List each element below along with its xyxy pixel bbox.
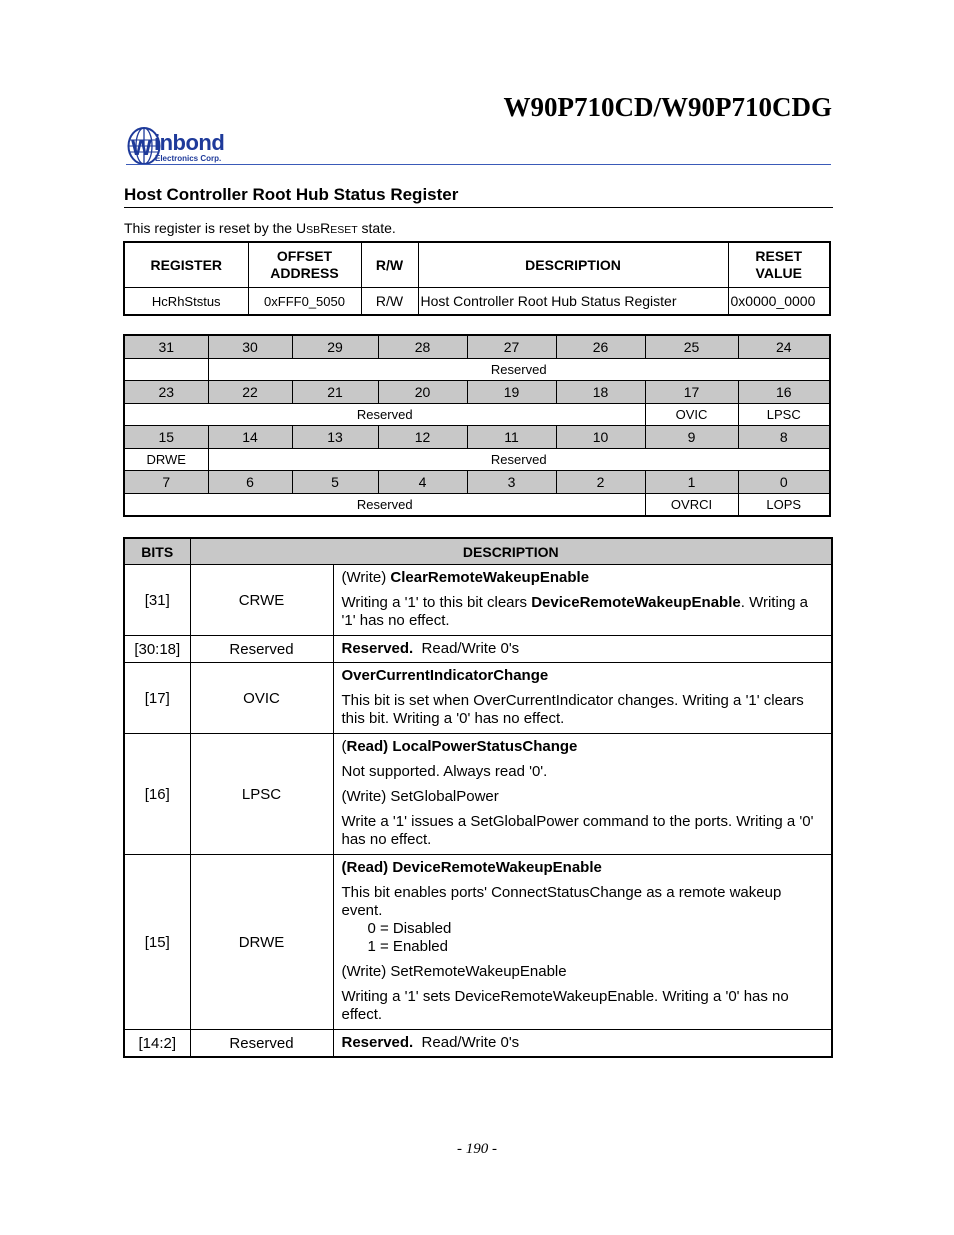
table-row [124,663,832,734]
bit-field-drwe: DRWE [124,449,208,471]
bit-number: 28 [378,335,467,359]
bit-number: 9 [645,426,738,449]
logo-brand-text: inbond [154,130,225,155]
bit-number: 31 [124,335,208,359]
bit-number: 11 [467,426,556,449]
header-bits: BITS [124,538,190,565]
bit-number-row [124,426,830,449]
bit-number: 8 [738,426,830,449]
bit-description: (Write) ClearRemoteWakeupEnable Writing a '1' to this bit clears DeviceRemoteWakeupEnable. Writing a '1' has no effect. [333,565,832,636]
table-row [124,855,832,1030]
bit-range: [14:2] [124,1030,190,1058]
table-header-row [124,538,832,565]
bit-number: 18 [556,381,645,404]
bit-number: 1 [645,471,738,494]
bit-range: [30:18] [124,636,190,663]
bit-field-ovrci: OVRCI [645,494,738,517]
header-divider [126,164,831,165]
document-title: W90P710CD/W90P710CDG [503,92,832,122]
bit-number: 23 [124,381,208,404]
header-reset: RESET VALUE [728,242,830,288]
table-header-row [124,242,830,288]
bit-field-ovic: OVIC [645,404,738,426]
bit-number: 14 [208,426,292,449]
bit-range: [15] [124,855,190,1030]
bit-number: 6 [208,471,292,494]
bit-field-reserved: Reserved [124,494,645,517]
bit-field-row [124,494,830,517]
header-offset: OFFSET ADDRESS [248,242,361,288]
table-row [124,636,832,663]
bit-field-reserved: Reserved [208,449,830,471]
bit-number: 16 [738,381,830,404]
bit-range: [17] [124,663,190,734]
bit-number: 24 [738,335,830,359]
bit-number: 17 [645,381,738,404]
bit-description: Reserved. Read/Write 0's [333,1030,832,1058]
bit-range: [31] [124,565,190,636]
bit-number: 30 [208,335,292,359]
bit-description: (Read) DeviceRemoteWakeupEnable This bit enables ports' ConnectStatusChange as a remote wakeup event. 0 = Disabled 1 = Enabled (Write) SetRemoteWakeupEnable Writing a '1' sets DeviceRemoteWakeupEnable. Writing a '0' has no effect. [333,855,832,1030]
bit-number: 5 [292,471,378,494]
bit-number: 15 [124,426,208,449]
bit-number-row [124,381,830,404]
bit-name: Reserved [190,636,333,663]
register-description: Host Controller Root Hub Status Register [418,288,728,316]
bit-number: 12 [378,426,467,449]
bit-number: 29 [292,335,378,359]
table-row [124,1030,832,1058]
bit-number: 0 [738,471,830,494]
bit-name: DRWE [190,855,333,1030]
bit-number: 4 [378,471,467,494]
bit-description: (Read) LocalPowerStatusChange Not supported. Always read '0'. (Write) SetGlobalPower Write a '1' issues a SetGlobalPower command to the ports. Writing a '0' has no effect. [333,734,832,855]
section-title: Host Controller Root Hub Status Register [124,185,459,204]
page-number: - 190 - [457,1141,497,1157]
bit-field-row [124,449,830,471]
bit-name: LPSC [190,734,333,855]
bit-number: 27 [467,335,556,359]
bit-number: 21 [292,381,378,404]
bit-number: 20 [378,381,467,404]
bit-name: CRWE [190,565,333,636]
table-row [124,565,832,636]
register-summary-table [123,241,831,316]
table-row [124,734,832,855]
bit-number: 25 [645,335,738,359]
bit-number: 10 [556,426,645,449]
register-rw: R/W [361,288,418,316]
register-name: HcRhStstus [124,288,248,316]
logo-subtitle: Electronics Corp. [155,154,222,163]
header-rw: R/W [361,242,418,288]
bit-number-row [124,335,830,359]
option-enabled: 1 = Enabled [367,938,448,955]
intro-text: This register is reset by the USBRESET state. [124,220,396,236]
bit-number: 19 [467,381,556,404]
bit-field-reserved: Reserved [124,404,645,426]
bit-description-table [123,537,833,1058]
option-disabled: 0 = Disabled [367,920,452,937]
register-offset: 0xFFF0_5050 [248,288,361,316]
bit-field-empty [124,359,208,381]
bit-number: 22 [208,381,292,404]
bit-description: Reserved. Read/Write 0's [333,636,832,663]
bit-range: [16] [124,734,190,855]
logo-initial: W [131,135,152,160]
table-row [124,288,830,316]
bit-name: Reserved [190,1030,333,1058]
bit-number: 2 [556,471,645,494]
bit-number: 3 [467,471,556,494]
bit-field-lops: LOPS [738,494,830,517]
bit-field-reserved: Reserved [208,359,830,381]
bit-number: 7 [124,471,208,494]
bit-name: OVIC [190,663,333,734]
bit-number-row [124,471,830,494]
header-description: DESCRIPTION [190,538,832,565]
register-reset-value: 0x0000_0000 [728,288,830,316]
header-register: REGISTER [124,242,248,288]
header-description: DESCRIPTION [418,242,728,288]
bit-map-table [123,334,831,517]
bit-field-row [124,404,830,426]
section-divider [124,207,833,208]
bit-field-lpsc: LPSC [738,404,830,426]
bit-field-row [124,359,830,381]
bit-number: 13 [292,426,378,449]
bit-number: 26 [556,335,645,359]
winbond-logo [126,126,251,166]
bit-description: OverCurrentIndicatorChange This bit is set when OverCurrentIndicator changes. Writing a '1' clears this bit. Writing a '0' has no effect. [333,663,832,734]
